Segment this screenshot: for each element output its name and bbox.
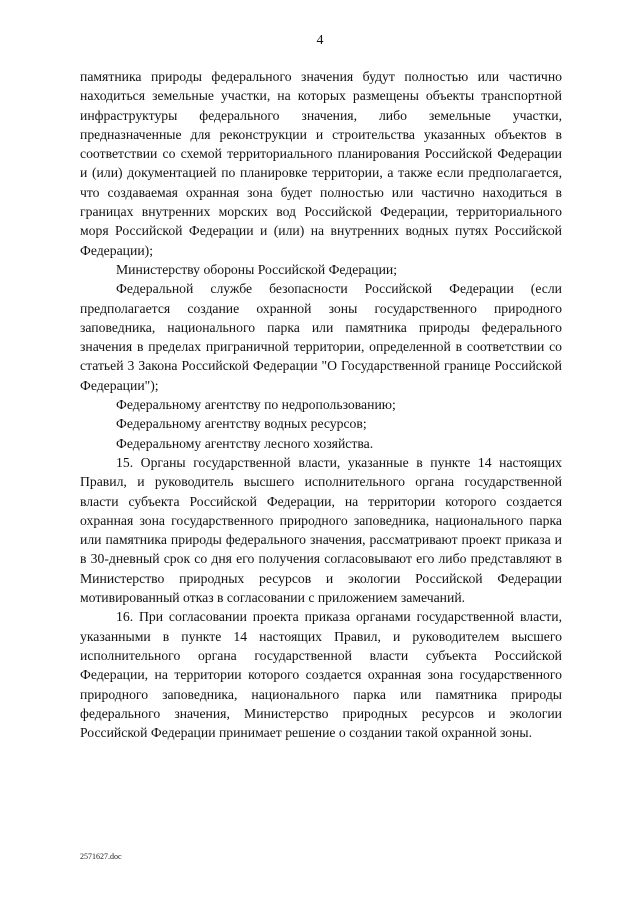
paragraph-clause-16: 16. При согласовании проекта приказа органами государственной власти, указанными в пункте 14 настоящих Правил, и руководителем высшего исполнительного органа государственной власти субъекта Российской Федерации, на территории которого создается охранная зона государственного природного заповедника, национального парка или памятника природы федерального значения, Министерство природных ресурсов и экологии Российской Федерации принимает решение о создании такой охранной зоны. — [80, 609, 562, 741]
page-number: 4 — [316, 33, 324, 48]
paragraph-clause-15: 15. Органы государственной власти, указанные в пункте 14 настоящих Правил, и руководитель высшего исполнительного органа государственной власти субъекта Российской Федерации, на территории которого создается охранная зона государственного природного заповедника, национального парка или памятника природы федерального значения, рассматривают проект приказа и в 30-дневный срок со дня его получения согласовывают его либо представляют в Министерство природных ресурсов и экологии Российской Федерации мотивированный отказ в согласовании с приложением замечаний. — [80, 454, 562, 606]
paragraph-subsoil-agency: Федеральному агентству по недропользованию; — [116, 397, 396, 413]
footer-filename: 2571627.doc — [80, 852, 122, 861]
paragraph-water-resources-agency: Федеральному агентству водных ресурсов; — [116, 416, 367, 432]
document-body — [80, 67, 562, 742]
paragraph-federal-security-service: Федеральной службе безопасности Российской Федерации (если предполагается создание охранной зоны государственного природного заповедника, национального парка или памятника природы федерального значения в пределах приграничной территории, определенной в соответствии со статьей 3 Закона Российской Федерации "О Государственной границе Российской Федерации"); — [80, 281, 562, 393]
paragraph-ministry-of-defense: Министерству обороны Российской Федерации; — [116, 261, 398, 277]
paragraph-continuation: памятника природы федерального значения будут полностью или частично находиться земельные участки, на которых размещены объекты транспортной инфраструктуры федерального значения, либо земельные участки, предназначенные для реконструкции и строительства указанных объектов в соответствии со схемой территориального планирования Российской Федерации и (или) документацией по планировке территории, а также если предполагается, что создаваемая охранная зона будет полностью или частично находиться в границах внутренних морских вод Российской Федерации, территориального моря Российской Федерации и (или) на внутренних водных путях Российской Федерации); — [80, 69, 562, 258]
paragraph-forestry-agency: Федеральному агентству лесного хозяйства. — [116, 435, 374, 451]
